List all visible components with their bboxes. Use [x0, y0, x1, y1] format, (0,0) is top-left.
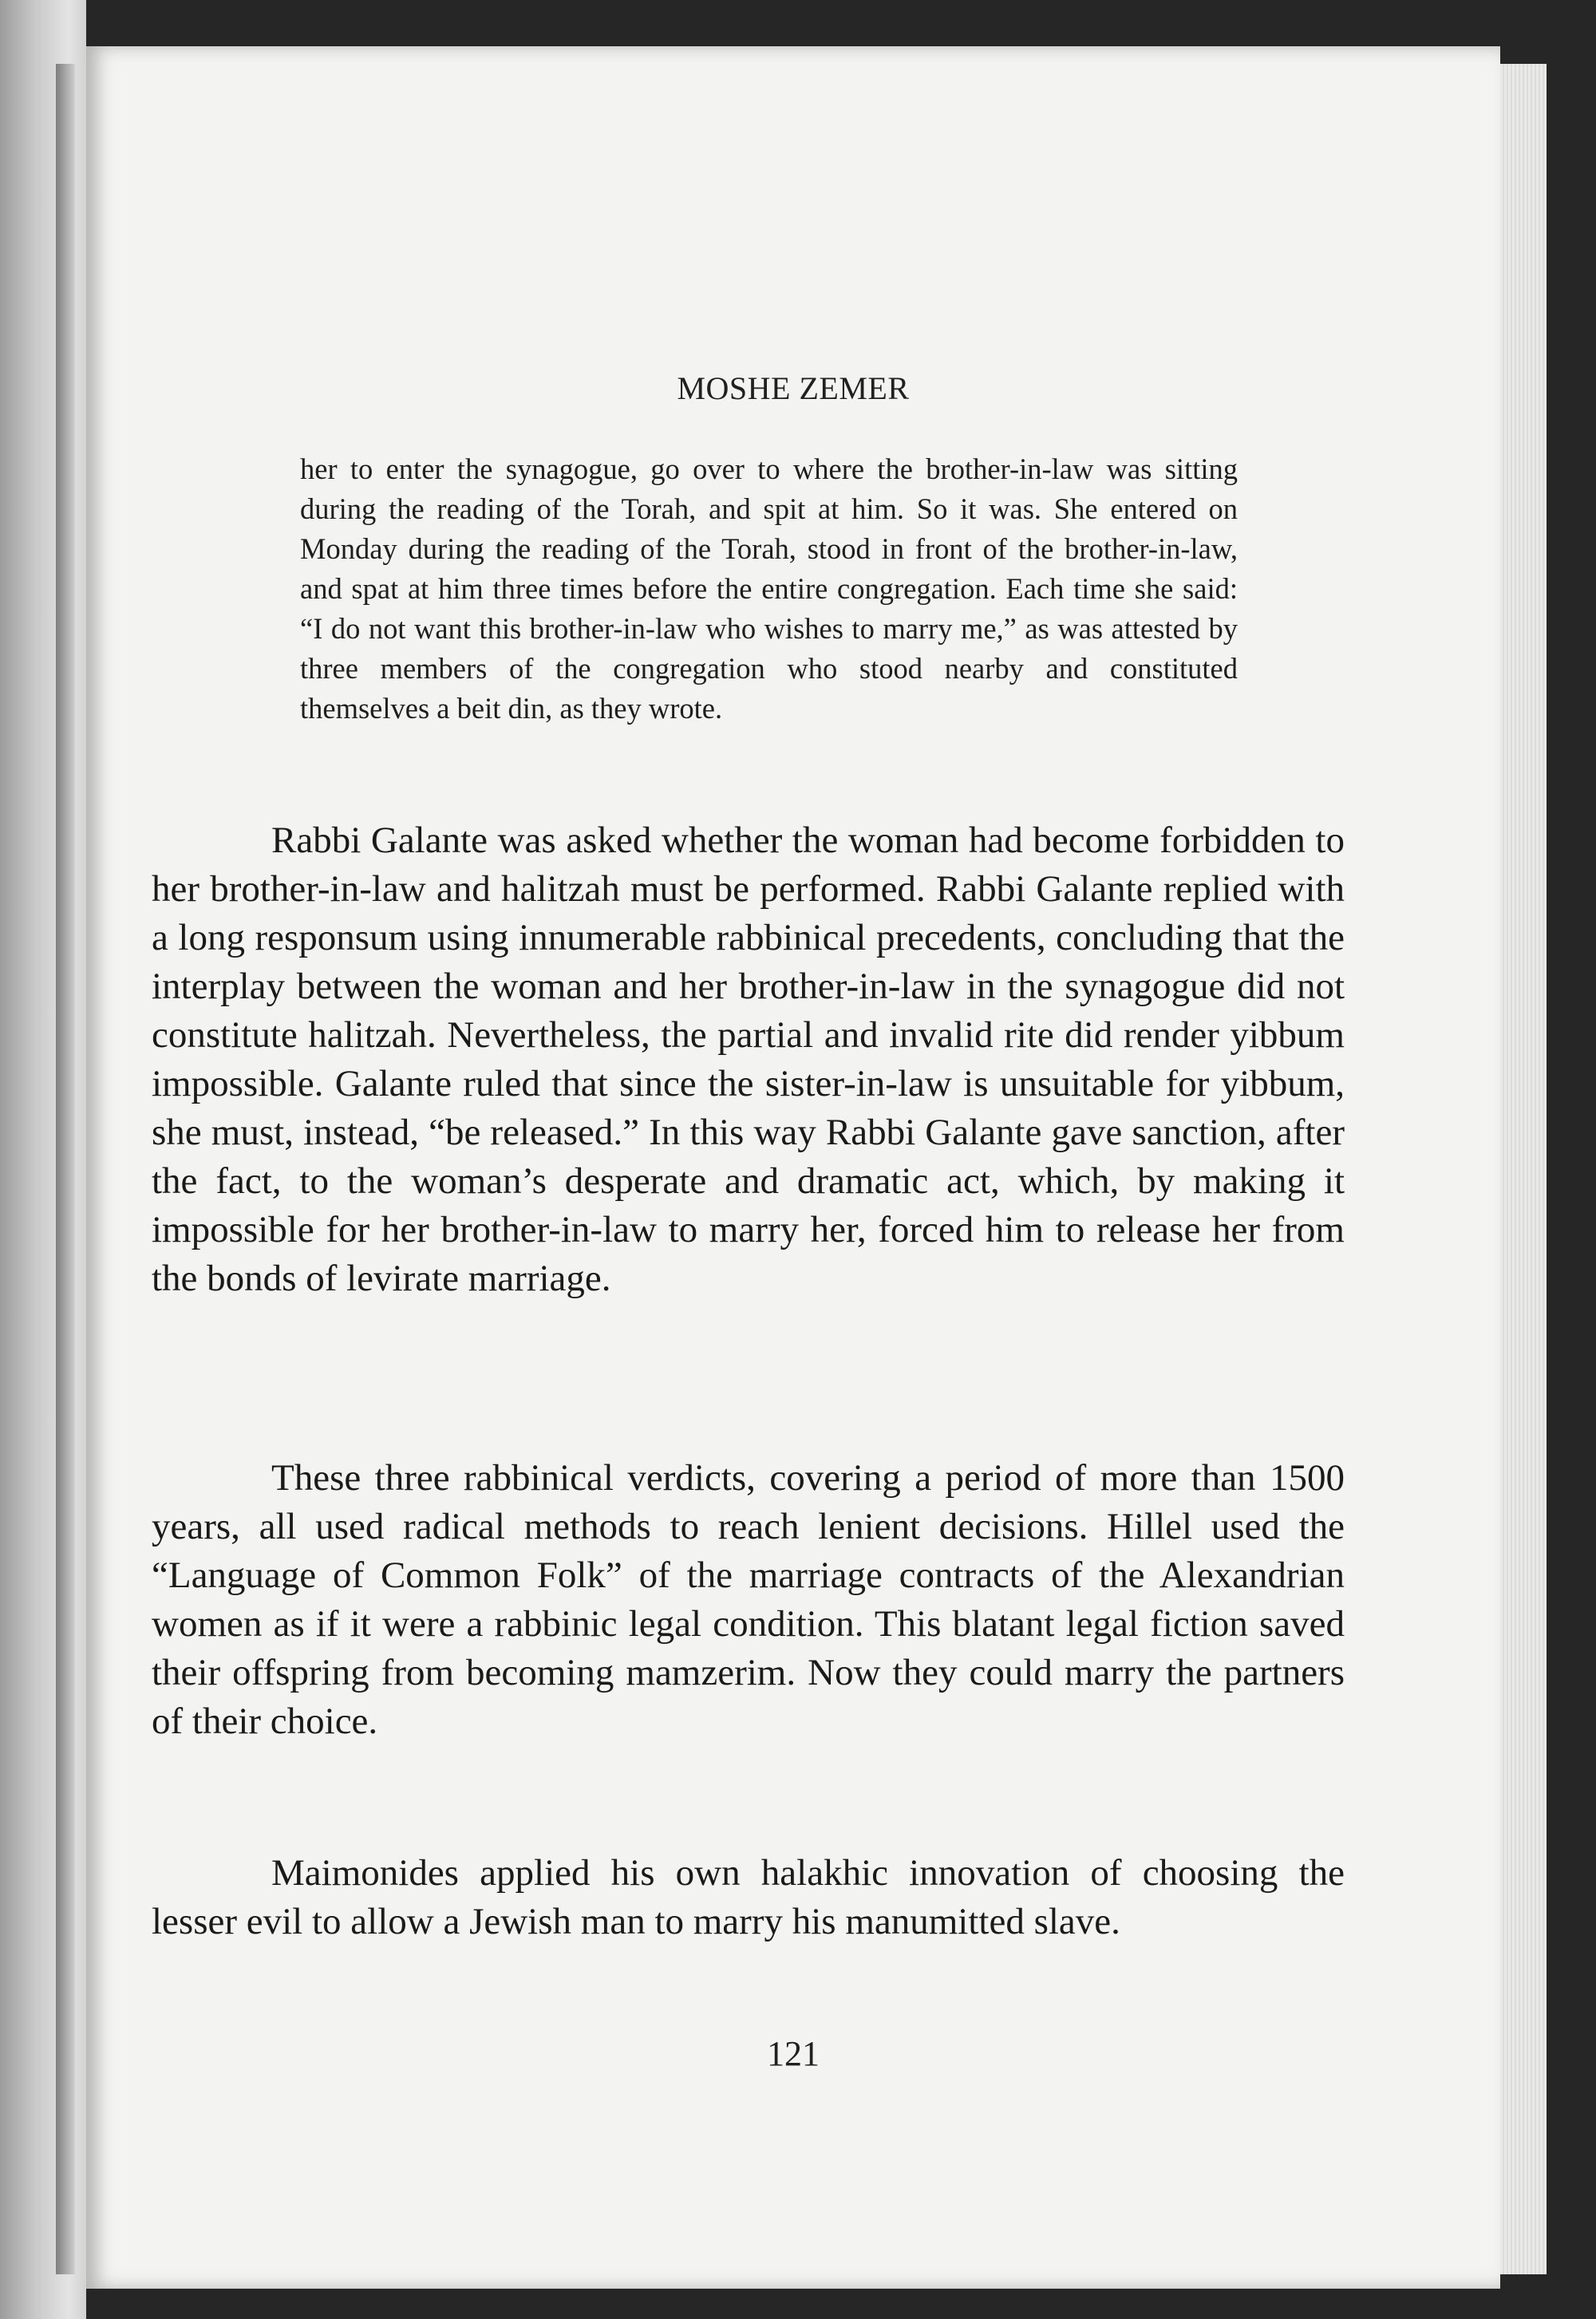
book-page [86, 46, 1500, 2289]
book-spine-shadow [56, 64, 75, 2274]
page-stack-edge [1500, 64, 1547, 2274]
paragraph-galante [152, 816, 1345, 1303]
paragraph-three-verdicts [152, 1454, 1345, 1746]
page-number: 121 [767, 2034, 820, 2073]
paragraph-text: Rabbi Galante was asked whether the woman had become forbidden to her brother-in-law and halitzah must be performed. Rabbi Galante replied with a long responsum using innumerable rabbinical precedents, concluding that the interplay between the woman and her brother-in-law in the synagogue did not constitute halitzah. Nevertheless, the partial and invalid rite did render yibbum impossible. Galante ruled that since the sister-in-law is unsuitable for yibbum, she must, instead, “be released.” In this way Rabbi Galante gave sanction, after the fact, to the woman’s desperate and dramatic act, which, by making it impossible for her brother-in-law to marry her, forced him to release her from the bonds of levirate marriage. [152, 820, 1345, 1299]
paragraph-text: Maimonides applied his own halakhic innovation of choosing the lesser evil to allow a Jewish man to marry his manumitted slave. [152, 1852, 1345, 1942]
paragraph-text: These three rabbinical verdicts, covering a period of more than 1500 years, all used radical methods to reach lenient decisions. Hillel used the “Language of Common Folk” of the marriage contracts of the Alexandrian women as if it were a rabbinic legal condition. This blatant legal fiction saved their offspring from becoming mamzerim. Now they could marry the partners of their choice. [152, 1457, 1345, 1742]
paragraph-maimonides [152, 1849, 1345, 1946]
block-quote: her to enter the synagogue, go over to where the brother-in-law was sitting during the reading of the Torah, and spit at him. So it was. She entered on Monday during the reading of the Torah, stood in front of the brother-in-law, and spat at him three times before the entire congregation. Each time she said: “I do not want this brother-in-law who wishes to marry me,” as was attested by three members of the congregation who stood nearby and constituted themselves a beit din, as they wrote. [300, 452, 1238, 725]
running-head: MOSHE ZEMER [677, 370, 910, 406]
